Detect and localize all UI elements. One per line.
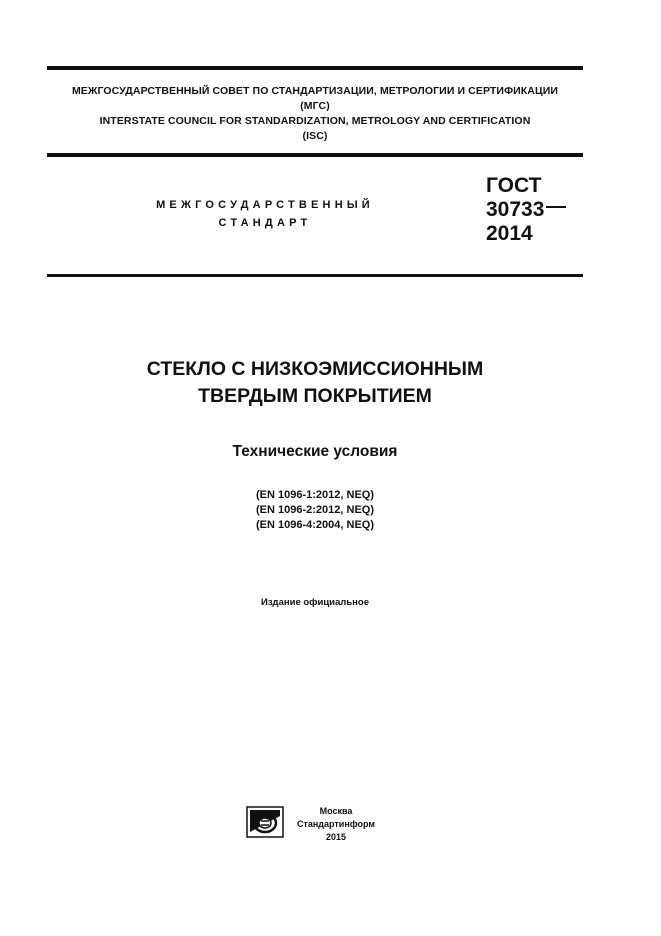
- council-name-en: INTERSTATE COUNCIL FOR STANDARDIZATION, METROLOGY AND CERTIFICATION: [99, 115, 531, 127]
- reference-item: (EN 1096-1:2012, NEQ): [256, 489, 374, 501]
- edition-note: Издание официальное: [261, 597, 369, 608]
- standard-type-line2: СТАНДАРТ: [218, 217, 312, 229]
- document-title-line1: СТЕКЛО С НИЗКОЭМИССИОННЫМ: [146, 358, 484, 380]
- reference-item: (EN 1096-4:2004, NEQ): [256, 519, 374, 531]
- council-abbr-ru: (МГС): [300, 100, 330, 112]
- designation-year: 2014: [486, 222, 533, 245]
- designation-dash: [546, 206, 566, 208]
- publisher-name: Стандартинформ: [296, 819, 376, 829]
- document-subtitle: Технические условия: [232, 443, 398, 460]
- designation-number: 30733: [486, 198, 545, 221]
- publisher-city: Москва: [319, 806, 353, 816]
- standard-type-line1: МЕЖГОСУДАРСТВЕННЫЙ: [156, 199, 374, 211]
- designation-number-row: [486, 198, 566, 222]
- lower-divider: [47, 274, 583, 277]
- document-title-line2: ТВЕРДЫМ ПОКРЫТИЕМ: [198, 385, 432, 407]
- standard-type: [100, 196, 430, 232]
- publisher-year: 2015: [325, 832, 347, 842]
- standartinform-logo-icon: [246, 806, 284, 838]
- middle-divider: [47, 153, 583, 157]
- council-header: [47, 84, 583, 144]
- reference-standards: [80, 488, 550, 533]
- publisher-imprint: [290, 805, 382, 844]
- council-abbr-en: (ISC): [302, 130, 328, 142]
- council-name-ru: МЕЖГОСУДАРСТВЕННЫЙ СОВЕТ ПО СТАНДАРТИЗАЦИИ, МЕТРОЛОГИИ И СЕРТИФИКАЦИИ: [71, 85, 559, 97]
- designation-prefix: ГОСТ: [486, 174, 542, 197]
- standard-designation: [486, 174, 566, 246]
- top-divider: [47, 66, 583, 70]
- reference-item: (EN 1096-2:2012, NEQ): [256, 504, 374, 516]
- document-title: [80, 356, 550, 410]
